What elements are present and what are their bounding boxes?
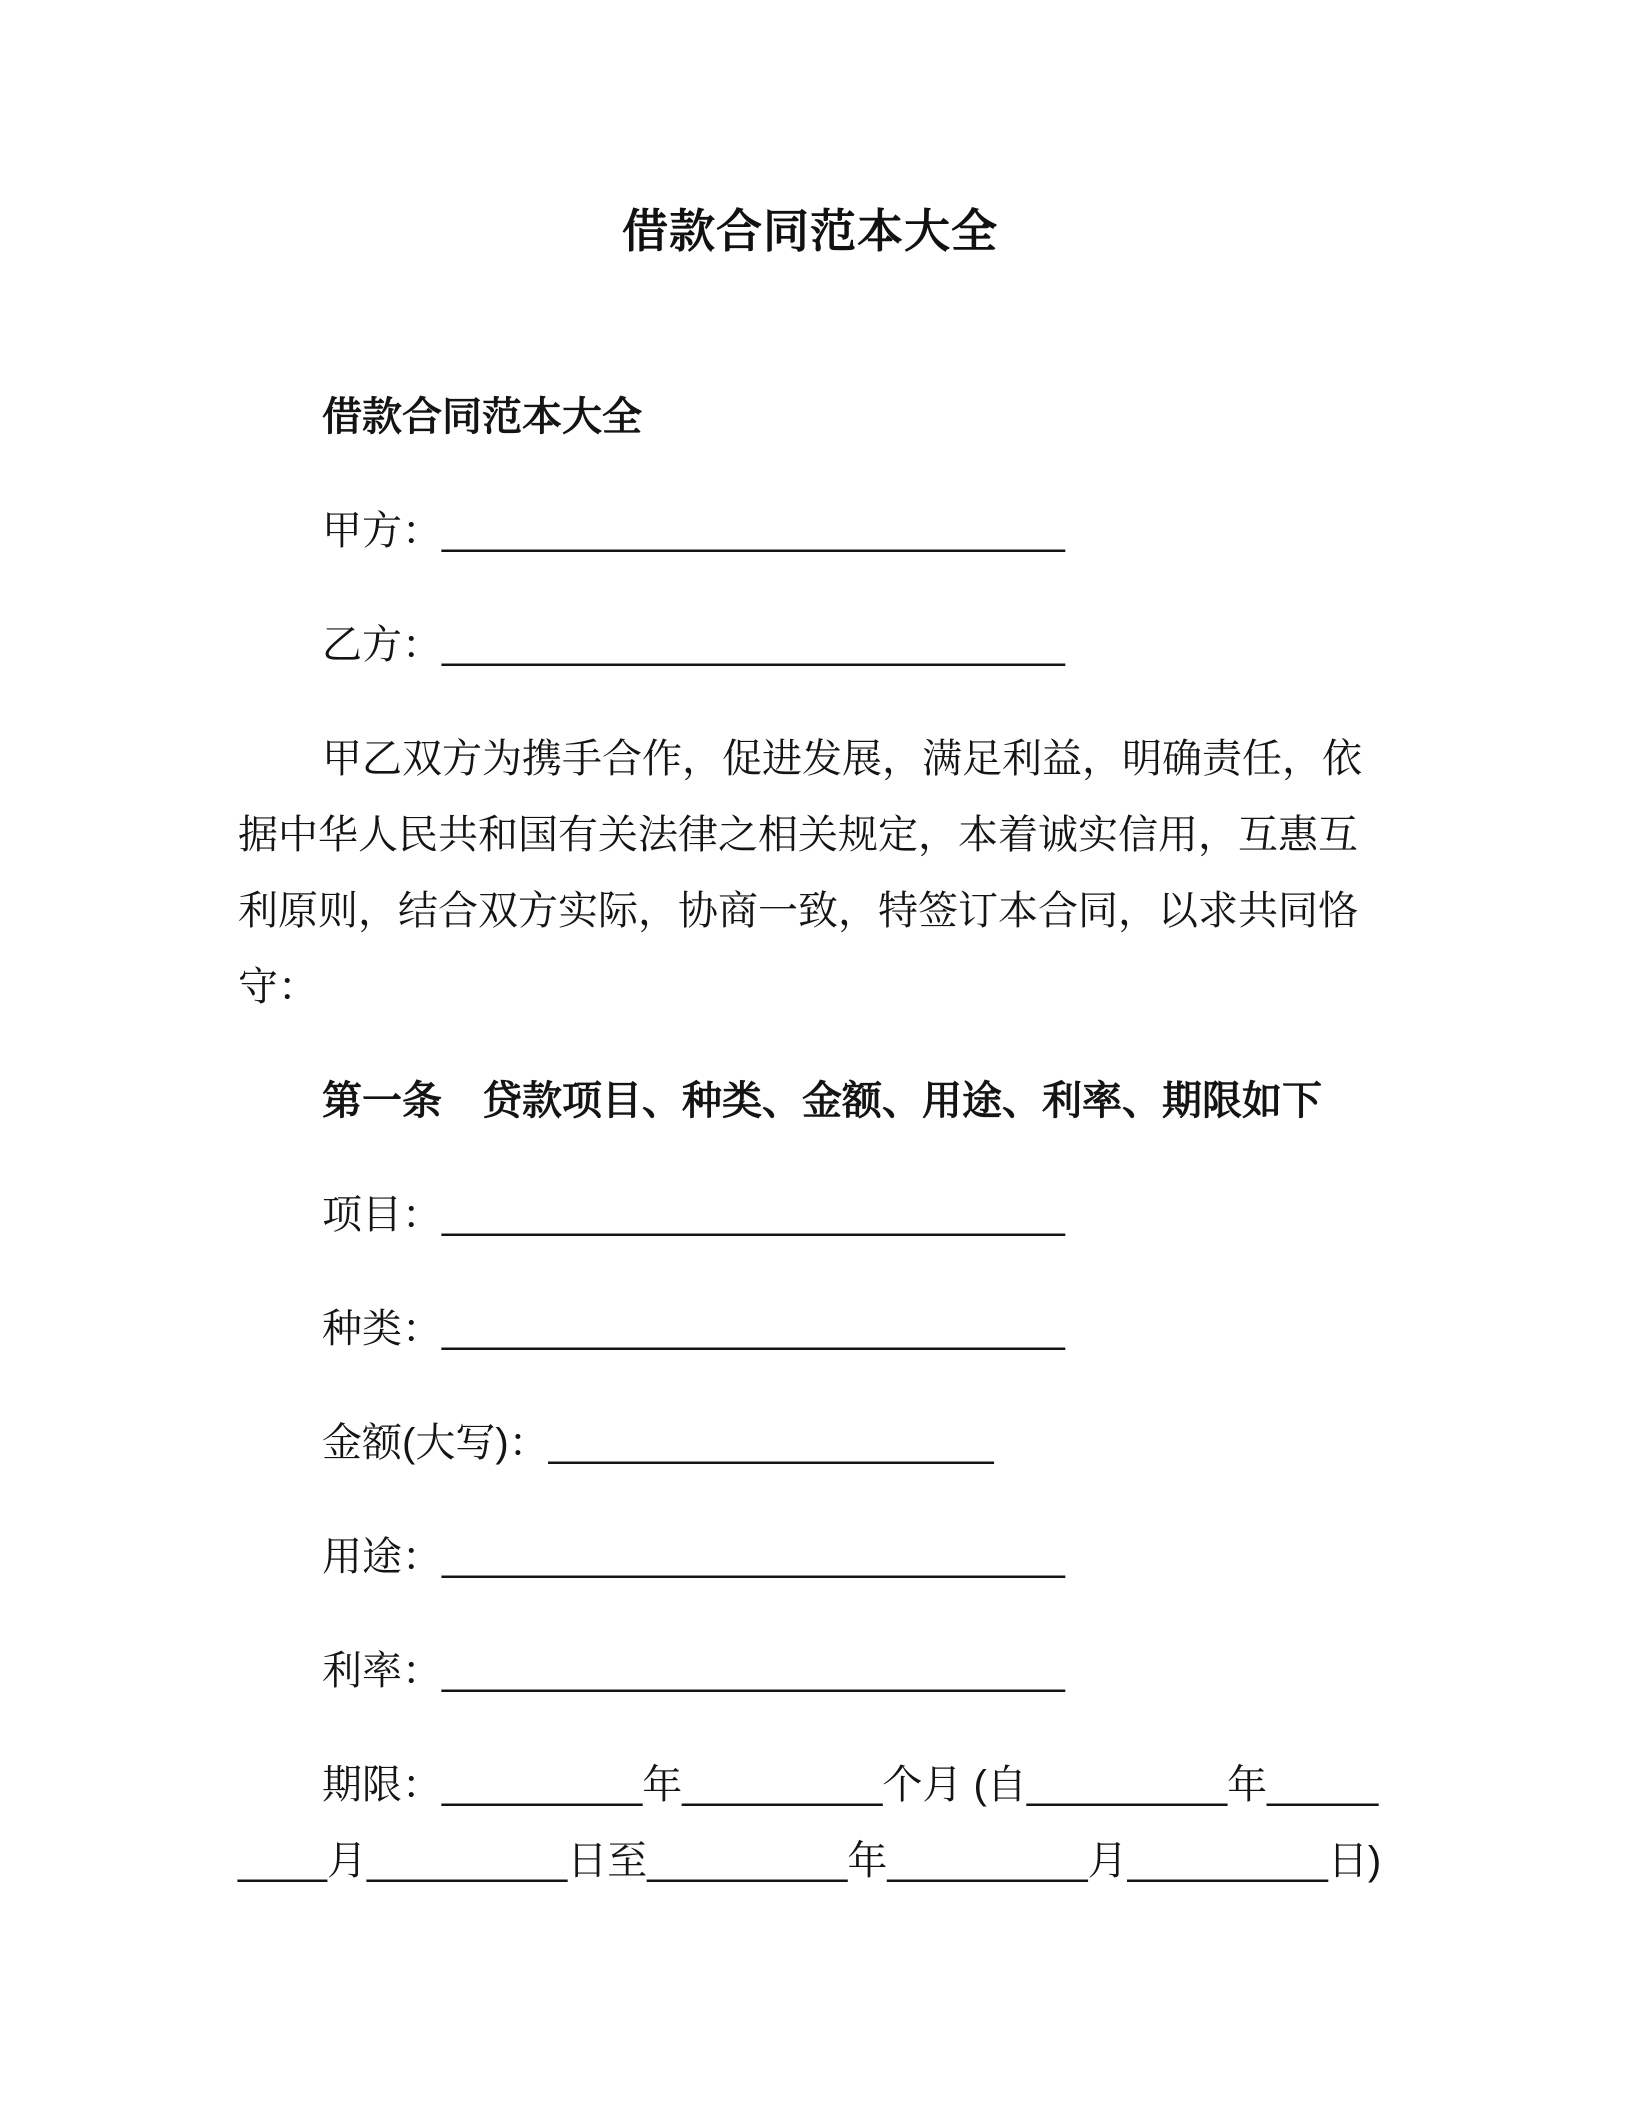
preamble-paragraph: 甲乙双方为携手合作，促进发展，满足利益，明确责任，依据中华人民共和国有关法律之相关规定，本着诚实信用，互惠互利原则，结合双方实际，协商一致，特签订本合同，以求共同恪守： [238,737,1362,1009]
loan-type-line: 种类：____________________________ [322,1307,1065,1351]
term-line: 期限：_________年_________个月 (自_________年_________月_________日至_________年_________月_________日) [238,1763,1382,1883]
interest-rate-line: 利率：____________________________ [322,1649,1065,1693]
contract-subtitle: 借款合同范本大全 [322,395,642,439]
article-1-heading: 第一条 贷款项目、种类、金额、用途、利率、期限如下 [322,1079,1322,1123]
project-line: 项目：____________________________ [322,1193,1065,1237]
purpose-line: 用途：____________________________ [322,1535,1065,1579]
party-b-line: 乙方：____________________________ [322,623,1065,667]
amount-line: 金额(大写)：____________________ [322,1421,994,1465]
party-a-line: 甲方：____________________________ [322,509,1065,553]
document-title: 借款合同范本大全 [622,205,998,257]
